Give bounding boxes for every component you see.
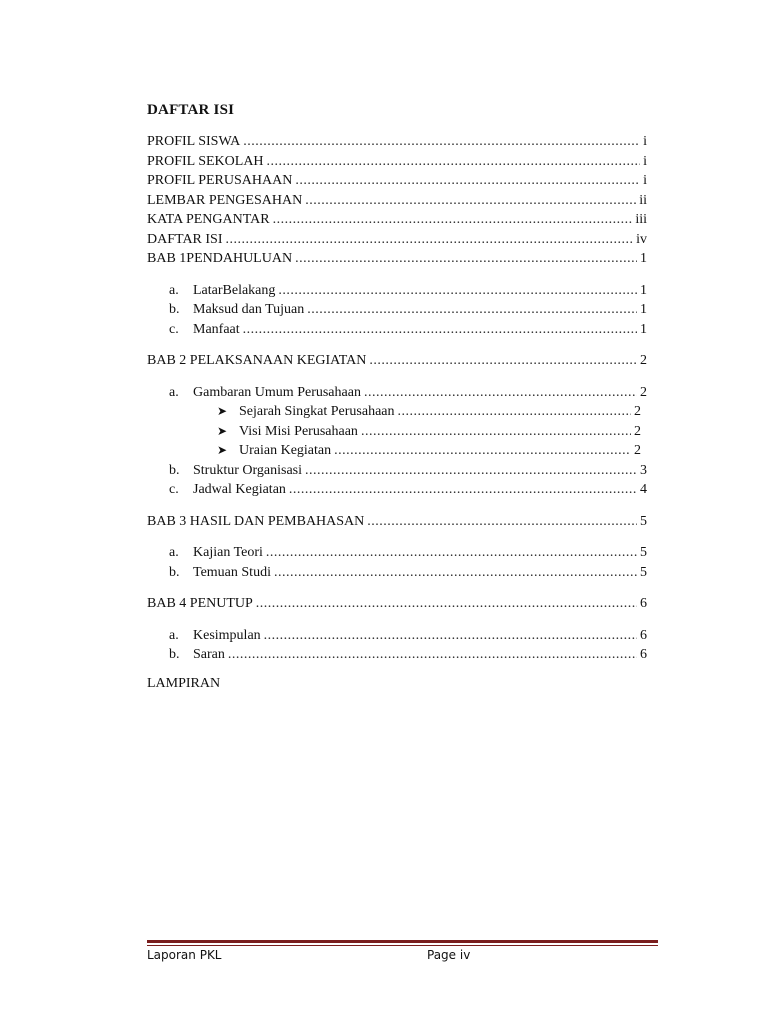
- toc-entry-label: Kajian Teori: [193, 545, 263, 560]
- toc-entry-label: BAB 2 PELAKSANAAN KEGIATAN: [147, 353, 367, 368]
- toc-subsubentry: [147, 424, 641, 444]
- leader-dots: [305, 463, 637, 479]
- toc-entry-page: 2: [640, 353, 647, 368]
- toc-title: DAFTAR ISI: [147, 102, 235, 118]
- list-marker: c.: [169, 321, 179, 337]
- toc-entry-page: 4: [640, 482, 647, 497]
- list-marker: a.: [169, 384, 179, 400]
- toc-entry: [147, 353, 647, 373]
- toc-entry-page: 6: [640, 627, 647, 643]
- toc-entry-page: 6: [640, 596, 647, 611]
- leader-dots: [266, 545, 637, 561]
- list-marker: b.: [169, 462, 180, 478]
- leader-dots: [364, 385, 637, 401]
- toc-entry-label: Struktur Organisasi: [193, 462, 303, 478]
- toc-subentry: [147, 545, 647, 565]
- toc-entry-label: LatarBelakang: [193, 282, 276, 298]
- toc-entry: [147, 232, 647, 252]
- leader-dots: [305, 193, 636, 209]
- arrow-bullet-icon: ➤: [217, 423, 228, 438]
- toc-entry: [147, 251, 647, 271]
- toc-subentry: [147, 628, 647, 648]
- toc-subentry: [147, 565, 647, 585]
- toc-entry-page: i: [643, 134, 647, 149]
- leader-dots: [398, 404, 631, 420]
- toc-subentry: [147, 385, 647, 405]
- toc-subentry: [147, 463, 647, 483]
- toc-subsubentry: [147, 404, 641, 424]
- toc-entry-label: Manfaat: [193, 321, 240, 337]
- toc-entry: [147, 193, 647, 213]
- toc-entry-label: Kesimpulan: [193, 627, 261, 643]
- toc-entry-page: 5: [640, 545, 647, 560]
- leader-dots: [295, 173, 640, 189]
- leader-dots: [278, 283, 637, 299]
- toc-entry-page: i: [643, 153, 647, 169]
- leader-dots: [307, 302, 637, 318]
- toc-entry-label: Maksud dan Tujuan: [193, 302, 305, 317]
- list-marker: c.: [169, 482, 179, 497]
- toc-entry-page: 2: [634, 423, 641, 439]
- toc-entry-label: BAB 1PENDAHULUAN: [147, 251, 293, 266]
- toc-entry-page: 2: [640, 384, 647, 400]
- leader-dots: [369, 353, 637, 369]
- toc-entry-label: Uraian Kegiatan: [239, 443, 332, 458]
- toc-entry-page: ii: [639, 192, 647, 208]
- toc-entry-label: DAFTAR ISI: [147, 231, 223, 247]
- toc-subentry: [147, 322, 647, 342]
- toc-entry-label: PROFIL SEKOLAH: [147, 153, 264, 169]
- toc-entry-page: i: [643, 173, 647, 188]
- toc-entry-page: 1: [640, 282, 647, 298]
- toc-entry-label: Saran: [193, 647, 225, 662]
- toc-entry: [147, 134, 647, 154]
- leader-dots: [334, 443, 631, 459]
- leader-dots: [264, 628, 637, 644]
- toc-entry-page: 2: [634, 404, 641, 419]
- list-marker: b.: [169, 302, 180, 317]
- toc-entry-page: 1: [640, 302, 647, 317]
- footer-page-number: Page iv: [427, 948, 471, 962]
- toc-entry-label: LEMBAR PENGESAHAN: [147, 192, 303, 208]
- leader-dots: [243, 322, 637, 338]
- list-marker: a.: [169, 282, 179, 298]
- leader-dots: [274, 565, 637, 581]
- list-marker: a.: [169, 545, 179, 560]
- toc-entry: [147, 212, 647, 232]
- toc-entry-page: 5: [640, 513, 647, 529]
- table-of-contents: [147, 134, 647, 667]
- toc-entry-page: 5: [640, 564, 647, 580]
- toc-entry: [147, 154, 647, 174]
- footer-divider-thin: [147, 945, 658, 946]
- toc-entry-label: BAB 4 PENUTUP: [147, 596, 253, 611]
- toc-entry-page: 2: [634, 443, 641, 458]
- toc-entry-page: 1: [640, 251, 647, 266]
- toc-entry: [147, 514, 647, 534]
- toc-entry-label: Jadwal Kegiatan: [193, 482, 286, 497]
- toc-subentry: [147, 482, 647, 502]
- leader-dots: [361, 424, 631, 440]
- toc-subentry: [147, 283, 647, 303]
- toc-entry-label: Temuan Studi: [193, 564, 271, 580]
- leader-dots: [273, 212, 633, 228]
- toc-entry-page: iv: [636, 231, 647, 247]
- toc-entry-label: PROFIL PERUSAHAAN: [147, 173, 293, 188]
- toc-entry-label: Sejarah Singkat Perusahaan: [239, 404, 395, 419]
- toc-entry: [147, 596, 647, 616]
- toc-entry-page: 3: [640, 462, 647, 478]
- list-marker: b.: [169, 647, 180, 662]
- footer-report-name: Laporan PKL: [147, 948, 222, 962]
- toc-entry-page: 6: [640, 647, 647, 662]
- list-marker: a.: [169, 627, 179, 643]
- leader-dots: [256, 596, 637, 612]
- toc-subentry: [147, 647, 647, 667]
- list-marker: b.: [169, 564, 180, 580]
- leader-dots: [226, 232, 634, 248]
- appendix-heading: LAMPIRAN: [147, 676, 221, 691]
- leader-dots: [367, 514, 637, 530]
- arrow-bullet-icon: ➤: [217, 443, 228, 457]
- leader-dots: [289, 482, 637, 498]
- toc-entry-page: 1: [640, 321, 647, 337]
- toc-entry-label: Gambaran Umum Perusahaan: [193, 384, 361, 400]
- leader-dots: [267, 154, 641, 170]
- toc-entry-label: PROFIL SISWA: [147, 134, 241, 149]
- toc-entry-page: iii: [635, 212, 647, 227]
- toc-subentry: [147, 302, 647, 322]
- arrow-bullet-icon: ➤: [217, 404, 228, 418]
- toc-entry: [147, 173, 647, 193]
- toc-entry-label: KATA PENGANTAR: [147, 212, 270, 227]
- leader-dots: [228, 647, 637, 663]
- toc-entry-label: BAB 3 HASIL DAN PEMBAHASAN: [147, 513, 365, 529]
- leader-dots: [243, 134, 640, 150]
- footer-divider: [147, 940, 658, 943]
- leader-dots: [295, 251, 637, 267]
- toc-entry-label: Visi Misi Perusahaan: [239, 423, 358, 439]
- toc-subsubentry: [147, 443, 641, 463]
